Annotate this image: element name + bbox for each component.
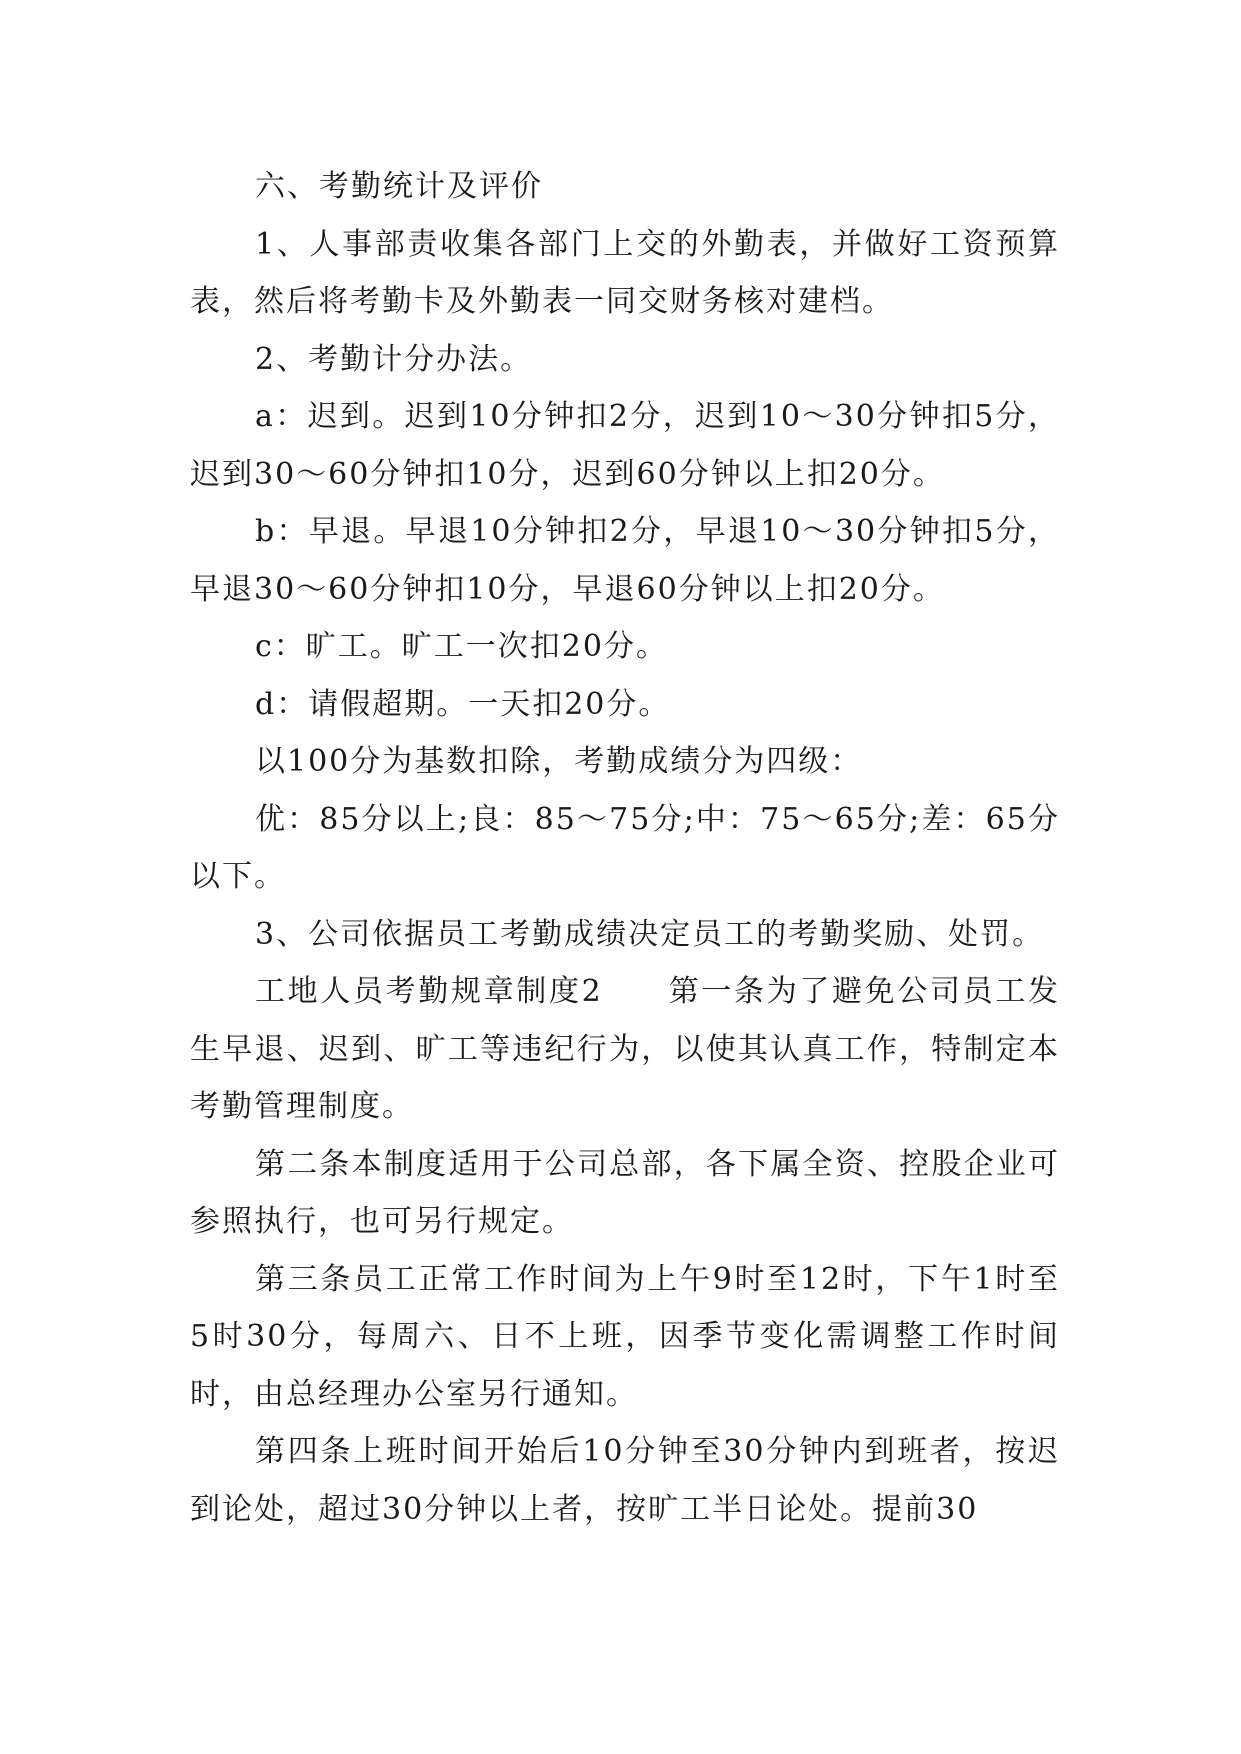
paragraph-article-4: 第四条上班时间开始后10分钟至30分钟内到班者，按迟到论处，超过30分钟以上者，按旷工半日论处。提前30	[190, 1434, 1060, 1527]
paragraph-grades: 优：85分以上;良：85～75分;中：75～65分;差：65分以下。	[190, 801, 1060, 894]
section-heading: 六、考勤统计及评价	[255, 169, 543, 204]
paragraph-early-leave: b：早退。早退10分钟扣2分，早退10～30分钟扣5分，早退30～60分钟扣10分，早退60分钟以上扣20分。	[190, 514, 1060, 607]
paragraph-2: 2、考勤计分办法。	[255, 341, 533, 377]
document-body	[190, 158, 1060, 1538]
paragraph-late: a：迟到。迟到10分钟扣2分，迟到10～30分钟扣5分，迟到30～60分钟扣10分，迟到60分钟以上扣20分。	[190, 399, 1060, 492]
paragraph-article-1: 工地人员考勤规章制度2 第一条为了避免公司员工发生早退、迟到、旷工等违纪行为，以使其认真工作，特制定本考勤管理制度。	[190, 974, 1060, 1124]
paragraph-article-2: 第二条本制度适用于公司总部，各下属全资、控股企业可参照执行，也可另行规定。	[190, 1146, 1060, 1239]
paragraph-leave-overdue: d：请假超期。一天扣20分。	[255, 686, 671, 722]
paragraph-1: 1、人事部责收集各部门上交的外勤表，并做好工资预算表，然后将考勤卡及外勤表一同交财务核对建档。	[190, 226, 1060, 319]
paragraph-3: 3、公司依据员工考勤成绩决定员工的考勤奖励、处罚。	[255, 916, 1045, 952]
paragraph-absent: c：旷工。旷工一次扣20分。	[255, 629, 668, 664]
paragraph-base-score: 以100分为基数扣除，考勤成绩分为四级：	[255, 744, 863, 779]
paragraph-article-3: 第三条员工正常工作时间为上午9时至12时，下午1时至5时30分，每周六、日不上班，因季节变化需调整工作时间时，由总经理办公室另行通知。	[190, 1261, 1060, 1412]
